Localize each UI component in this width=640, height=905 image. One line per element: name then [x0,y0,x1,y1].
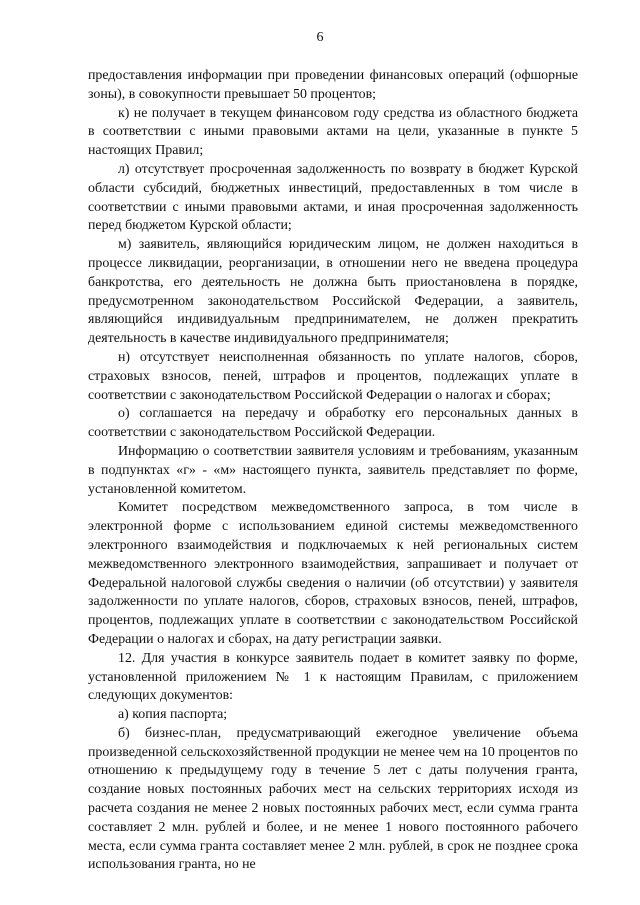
paragraph-continuation: предоставления информации при проведении финансовых операций (офшорные зоны), в совокупности превышает 50 процентов; [88,68,578,102]
paragraph-item-b: б) бизнес-план, предусматривающий ежегодное увеличение объема произведенной сельскохозяйственной продукции не менее чем на 10 процентов по отношению к предыдущему году в течение 5 лет с даты получения гранта, создание новых постоянных рабочих мест на сельских территориях исходя из расчета создания не менее 2 новых постоянных рабочих мест, если сумма гранта составляет 2 млн. рублей и более, и не менее 1 нового постоянного рабочего места, если сумма гранта составляет менее 2 млн. рублей, в срок не позднее срока использования гранта, но не [88,725,578,873]
paragraph-item-o: о) соглашается на передачу и обработку его персональных данных в соответствии с законодательством Российской Федерации. [88,406,578,441]
document-body [88,67,578,875]
paragraph-section-12: 12. Для участия в конкурсе заявитель подает в комитет заявку по форме, установленной приложением № 1 к настоящим Правилам, с приложением следующих документов: [88,650,578,704]
paragraph-item-k: к) не получает в текущем финансовом году средства из областного бюджета в соответствии с иными правовыми актами на цели, указанные в пункте 5 настоящих Правил; [88,105,578,159]
paragraph-interagency-request: Комитет посредством межведомственного запроса, в том числе в электронной форме с использованием единой системы межведомственного электронного взаимодействия и подключаемых к ней региональных систем межведомственного электронного взаимодействия, запрашивает и получает от Федеральной налоговой службы сведения о наличии (об отсутствии) у заявителя задолженности по уплате налогов, сборов, страховых взносов, пеней, штрафов, процентов, подлежащих уплате в соответствии с законодательством Российской Федерации о налогах и сборах, на дату регистрации заявки. [88,500,578,647]
paragraph-item-a: а) копия паспорта; [118,707,228,723]
page-number: 6 [316,30,324,45]
paragraph-item-l: л) отсутствует просроченная задолженность по возврату в бюджет Курской области субсидий, бюджетных инвестиций, предоставленных в том числе в соответствии с иными правовыми актами, и иная просроченная задолженность перед бюджетом Курской области; [88,161,578,234]
paragraph-compliance-info: Информацию о соответствии заявителя условиям и требованиям, указанным в подпунктах «г» - «м» настоящего пункта, заявитель представляет по форме, установленной комитетом. [88,443,578,497]
paragraph-item-n: н) отсутствует неисполненная обязанность по уплате налогов, сборов, страховых взносов, пеней, штрафов и процентов, подлежащих уплате в соответствии с законодательством Российской Федерации о налогах и сборах; [88,349,578,403]
paragraph-item-m: м) заявитель, являющийся юридическим лицом, не должен находиться в процессе ликвидации, реорганизации, в отношении него не введена процедура банкротства, его деятельность не должна быть приостановлена в порядке, предусмотренном законодательством Российской Федерации, а заявитель, являющийся индивидуальным предпринимателем, не должен прекратить деятельность в качестве индивидуального предпринимателя; [88,237,578,347]
